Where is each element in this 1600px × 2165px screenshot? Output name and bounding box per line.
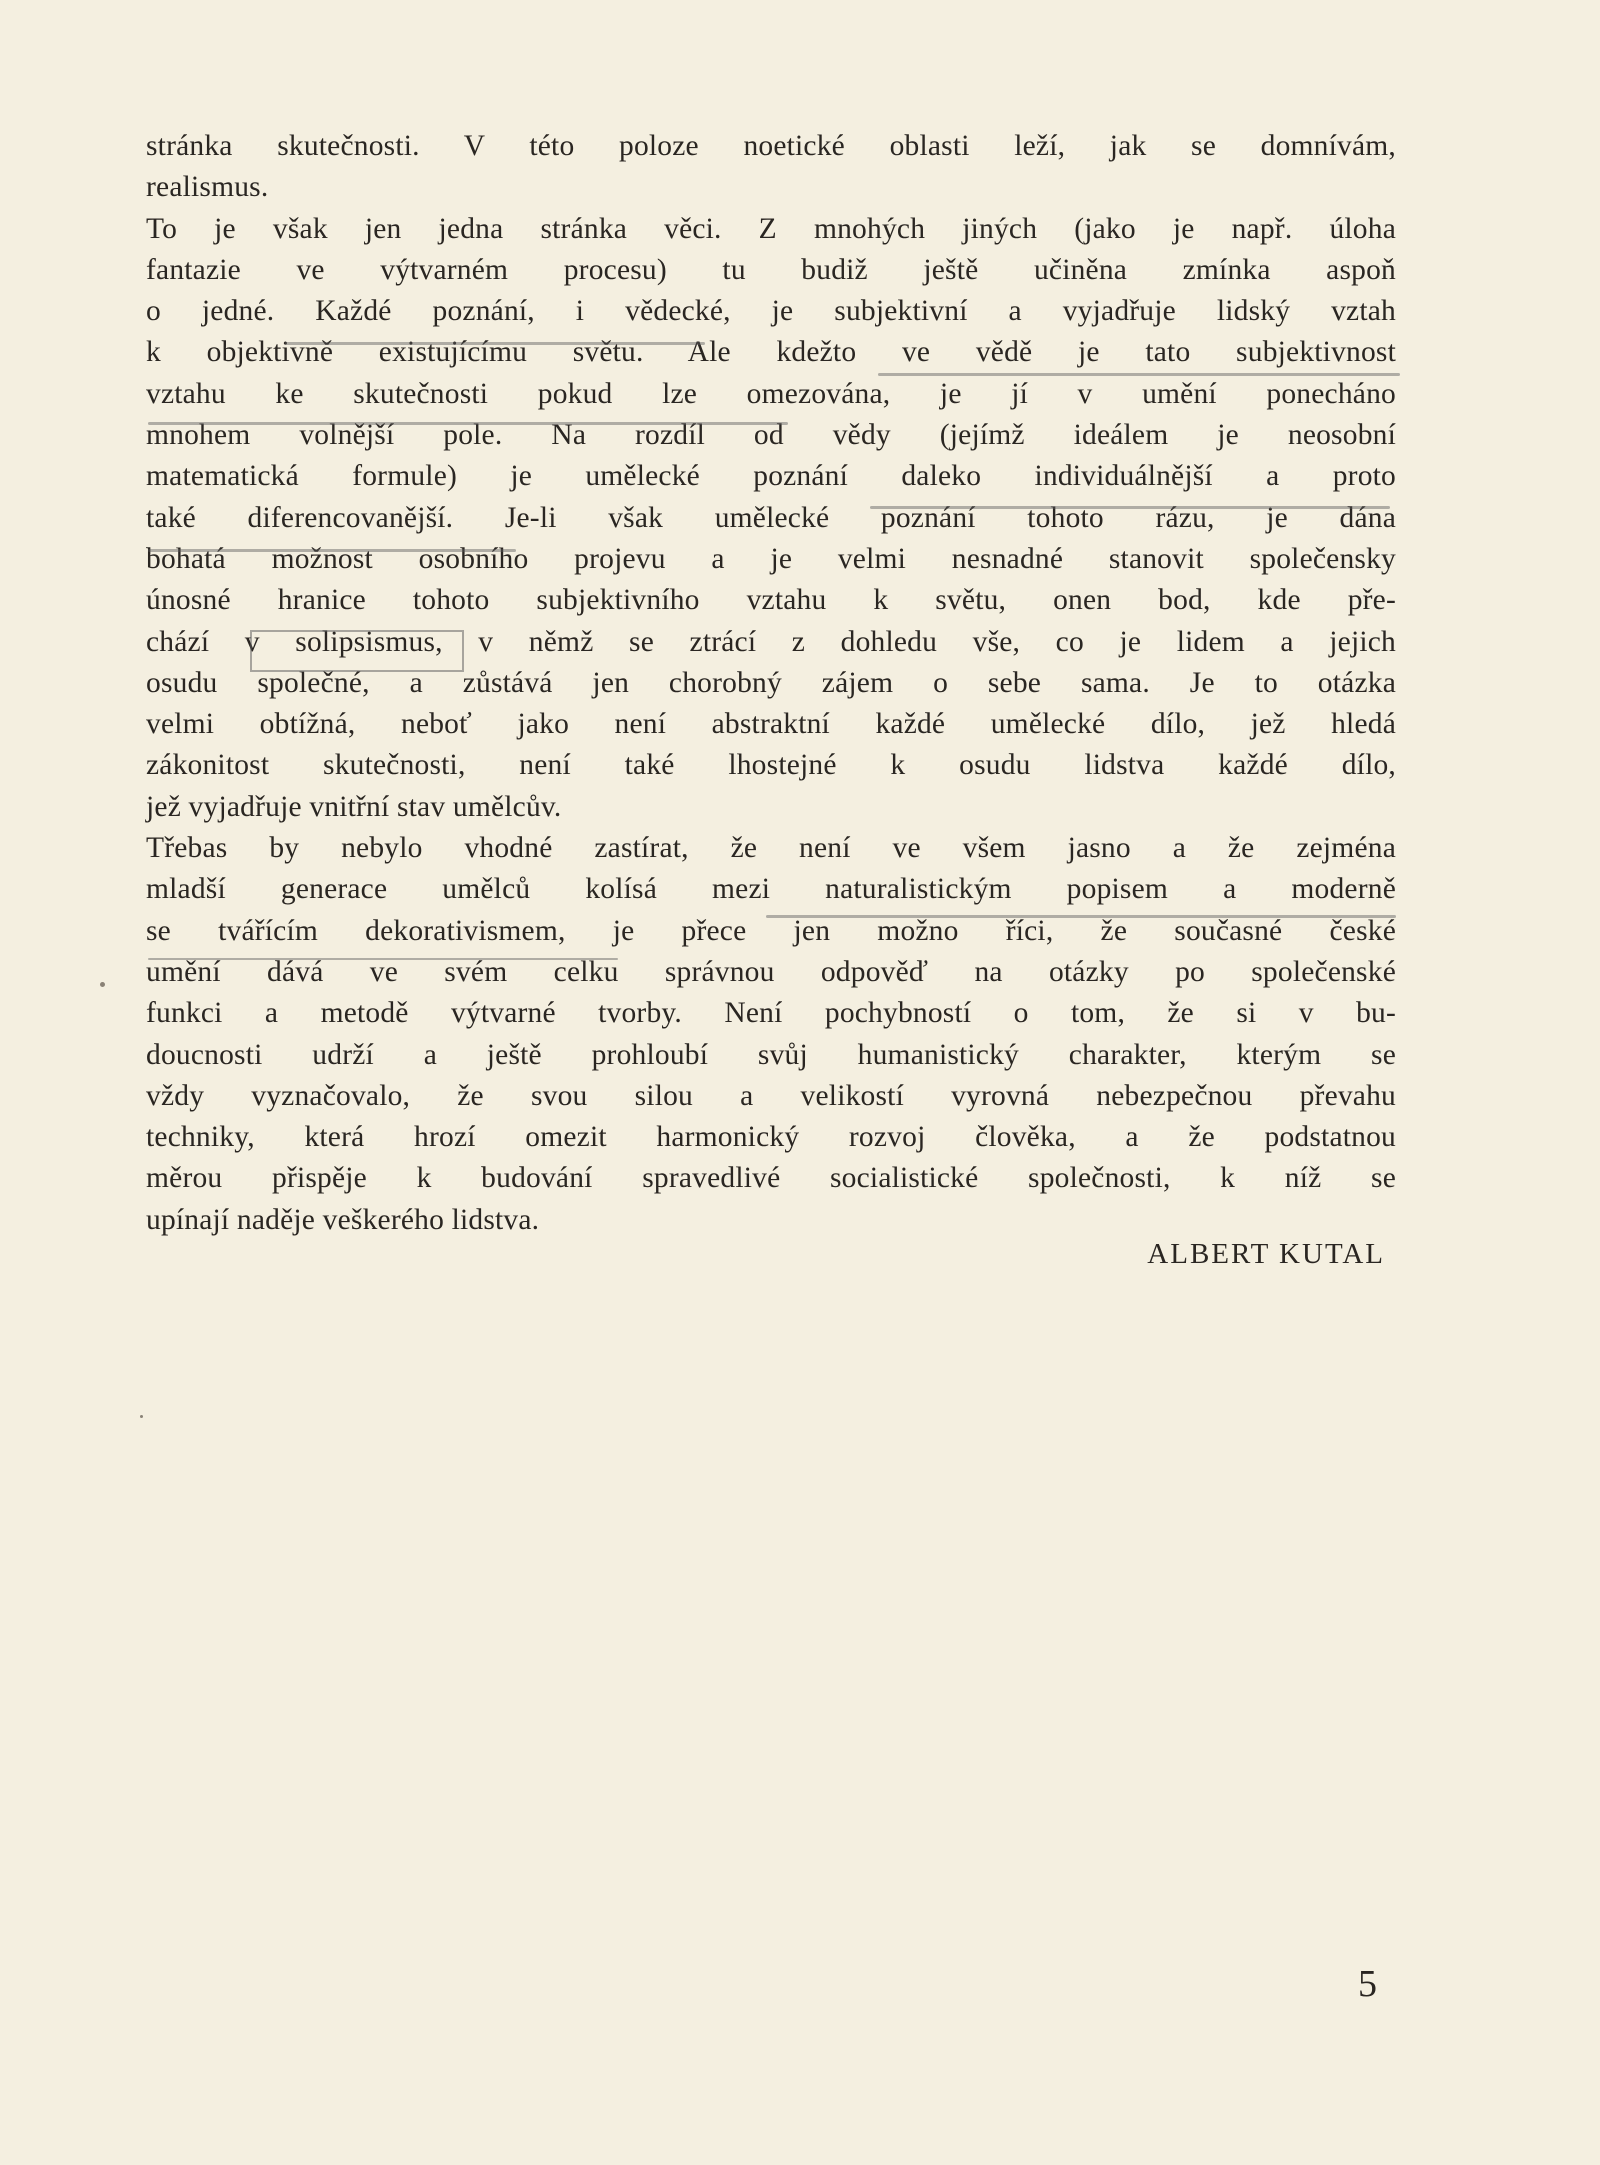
text-line: měrou přispěje k budování spravedlivé socialistické společnosti, k níž se <box>146 1162 1396 1195</box>
text-line: techniky, která hrozí omezit harmonický rozvoj člověka, a že podstatnou <box>146 1121 1396 1154</box>
text-line: chází v solipsismus, v němž se ztrácí z dohledu vše, co je lidem a jejich <box>146 625 1396 658</box>
text-line: Třebas by nebylo vhodné zastírat, že není ve všem jasno a že zejména <box>146 832 1396 865</box>
pencil-box <box>250 630 464 672</box>
pencil-underline <box>870 506 1390 509</box>
text-line: upínají naděje veškerého lidstva. <box>146 1203 540 1236</box>
text-line: stránka skutečnosti. V této poloze noetické oblasti leží, jak se domnívám, <box>146 130 1396 162</box>
text-line: To je však jen jedna stránka věci. Z mnohých jiných (jako je např. úloha <box>146 212 1396 245</box>
text-line: jež vyjadřuje vnitřní stav umělcův. <box>146 790 562 823</box>
text-line: zákonitost skutečnosti, není také lhostejné k osudu lidstva každé dílo, <box>146 749 1396 782</box>
text-line: mladší generace umělců kolísá mezi naturalistickým popisem a moderně <box>146 873 1396 906</box>
pencil-underline <box>148 549 516 552</box>
pencil-underline <box>148 422 788 425</box>
text-line: funkci a metodě výtvarné tvorby. Není pochybností o tom, že si v bu- <box>146 997 1396 1030</box>
text-line: únosné hranice tohoto subjektivního vztahu k světu, onen bod, kde pře- <box>146 584 1396 617</box>
text-line: velmi obtížná, neboť jako není abstraktní každé umělecké dílo, jež hledá <box>146 708 1396 741</box>
pencil-underline <box>878 373 1400 376</box>
text-line: matematická formule) je umělecké poznání daleko individuálnější a proto <box>146 460 1396 493</box>
text-line: k objektivně existujícímu světu. Ale kdežto ve vědě je tato subjektivnost <box>146 336 1396 369</box>
text-line: o jedné. Každé poznání, i vědecké, je subjektivní a vyjadřuje lidský vztah <box>146 295 1396 328</box>
text-line: bohatá možnost osobního projevu a je velmi nesnadné stanovit společensky <box>146 542 1396 575</box>
text-line: fantazie ve výtvarném procesu) tu budiž ještě učiněna zmínka aspoň <box>146 253 1396 286</box>
margin-mark <box>140 1415 143 1418</box>
text-line: také diferencovanější. Je-li však umělecké poznání tohoto rázu, je dána <box>146 501 1396 534</box>
text-line: realismus. <box>146 171 269 204</box>
text-line: mnohem volnější pole. Na rozdíl od vědy (jejímž ideálem je neosobní <box>146 419 1396 452</box>
author-signature: ALBERT KUTAL <box>1147 1238 1385 1270</box>
margin-mark <box>100 982 105 987</box>
article-body <box>146 126 1396 1241</box>
pencil-underline <box>285 342 705 345</box>
text-line: umění dává ve svém celku správnou odpověď na otázky po společenské <box>146 955 1396 988</box>
pencil-underline <box>766 915 1396 918</box>
text-line: vztahu ke skutečnosti pokud lze omezována, je jí v umění ponecháno <box>146 377 1396 410</box>
pencil-underline <box>148 958 618 960</box>
page-number: 5 <box>1358 1963 1377 2005</box>
text-line: vždy vyznačovalo, že svou silou a velikostí vyrovná nebezpečnou převahu <box>146 1079 1396 1112</box>
text-line: se tvářícím dekorativismem, je přece jen možno říci, že současné české <box>146 914 1396 947</box>
text-line: osudu společné, a zůstává jen chorobný zájem o sebe sama. Je to otázka <box>146 666 1396 699</box>
text-line: doucnosti udrží a ještě prohloubí svůj humanistický charakter, kterým se <box>146 1038 1396 1071</box>
